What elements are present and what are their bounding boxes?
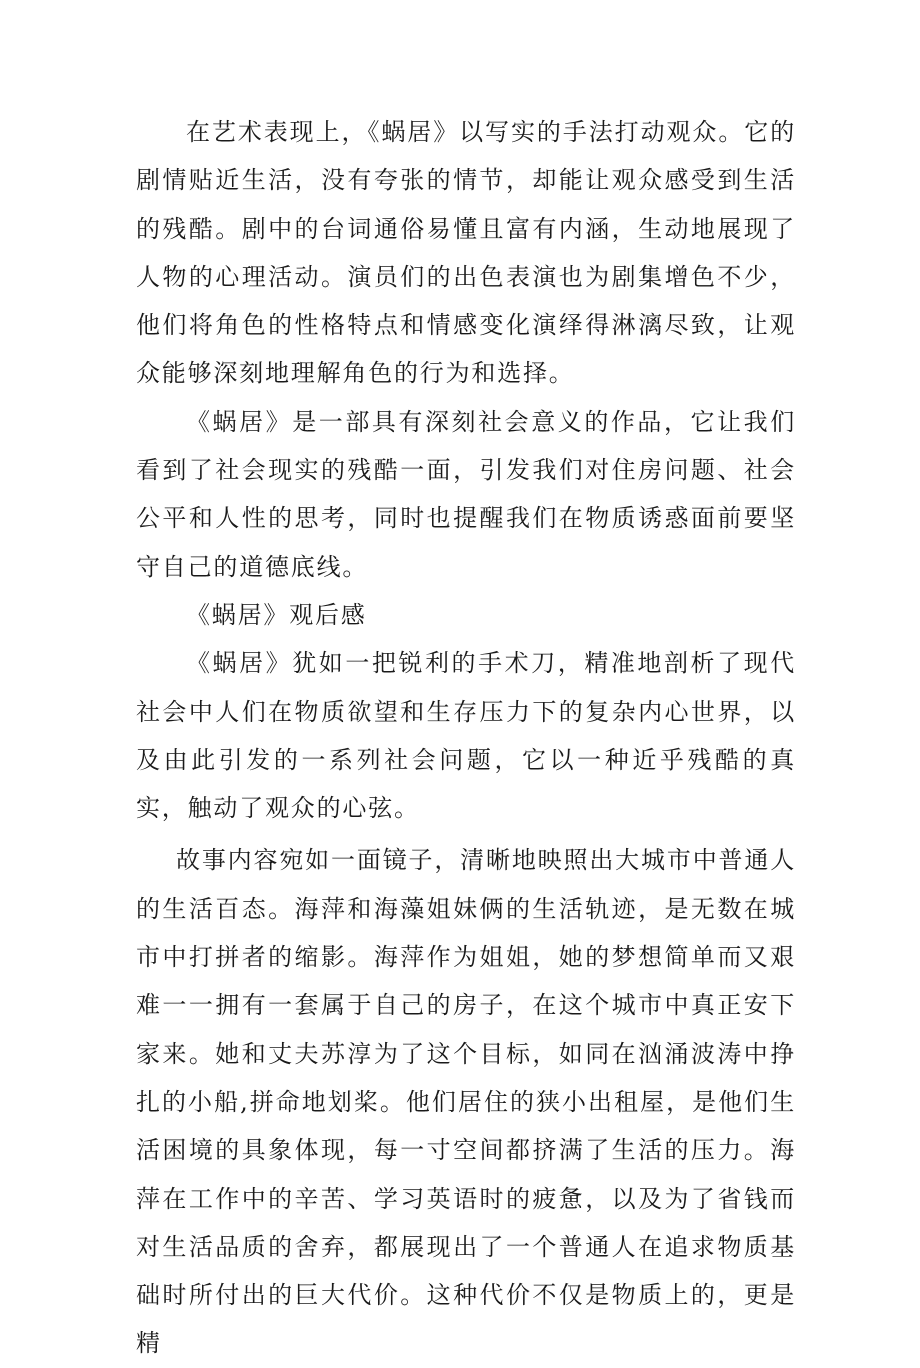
paragraph-story-mirror: 故事内容宛如一面镜子，清晰地映照出大城市中普通人的生活百态。海萍和海藻姐妹俩的生活轨迹，是无数在城市中打拼者的缩影。海萍作为姐姐，她的梦想简单而又艰难一一拥有一套属于自己的房子，在这个城市中真正安下家来。她和丈夫苏淳为了这个目标，如同在汹涌波涛中挣扎的小船,拼命地划桨。他们居住的狭小出租屋，是他们生活困境的具象体现，每一寸空间都挤满了生活的压力。海萍在工作中的辛苦、学习英语时的疲惫，以及为了省钱而对生活品质的舍弃，都展现出了一个普通人在追求物质基础时所付出的巨大代价。这种代价不仅是物质上的，更是精 (136, 846, 796, 1358)
paragraph-social-meaning: 《蜗居》是一部具有深刻社会意义的作品，它让我们看到了社会现实的残酷一面，引发我们对住房问题、社会公平和人性的思考，同时也提醒我们在物质诱惑面前要坚守自己的道德底线。 (136, 407, 796, 581)
paragraph-scalpel-metaphor: 《蜗居》犹如一把锐利的手术刀，精准地剖析了现代社会中人们在物质欲望和生存压力下的复杂内心世界，以及由此引发的一系列社会问题，它以一种近乎残酷的真实，触动了观众的心弦。 (136, 649, 796, 823)
section-heading: 《蜗居》观后感 (186, 600, 367, 629)
document-body (136, 108, 796, 1368)
paragraph-art-expression: 在艺术表现上，《蜗居》以写实的手法打动观众。它的剧情贴近生活，没有夸张的情节，却能让观众感受到生活的残酷。剧中的台词通俗易懂且富有内涵，生动地展现了人物的心理活动。演员们的出色表演也为剧集增色不少，他们将角色的性格特点和情感变化演绎得淋漓尽致，让观众能够深刻地理解角色的行为和选择。 (136, 118, 796, 388)
